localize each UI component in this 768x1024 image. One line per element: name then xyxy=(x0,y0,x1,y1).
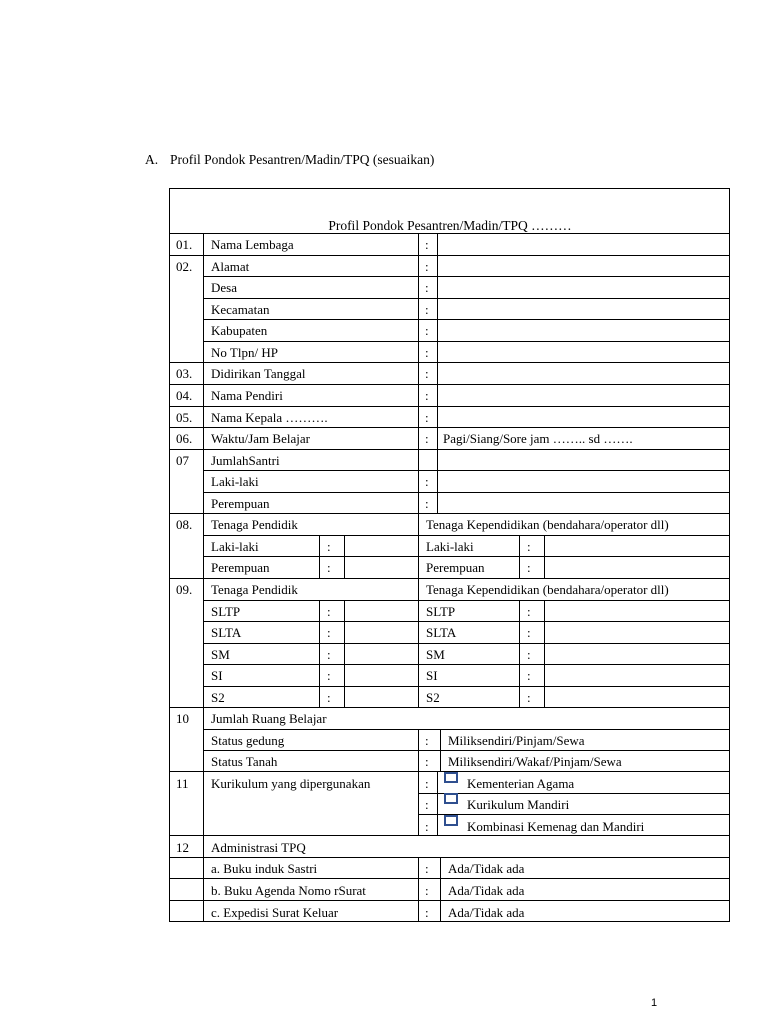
field-label-pendiri: Nama Pendiri xyxy=(211,388,283,403)
section-title: Profil Pondok Pesantren/Madin/TPQ (sesuaikan) xyxy=(170,152,435,167)
colon: : xyxy=(425,733,429,748)
field-label-administrasi: Administrasi TPQ xyxy=(211,840,306,855)
level-label-left: SM xyxy=(211,647,230,662)
field-label-status-tanah: Status Tanah xyxy=(211,754,278,769)
field-label-alamat: Alamat xyxy=(211,259,250,274)
field-label-kepala: Nama Kepala ………. xyxy=(211,410,328,425)
level-label-right: SLTA xyxy=(426,625,457,640)
colon: : xyxy=(327,539,331,554)
group-head-kependidikan: Tenaga Kependidikan (bendahara/operator dll) xyxy=(426,517,669,532)
field-label-santri-female: Perempuan xyxy=(211,496,270,511)
colon: : xyxy=(527,539,531,554)
field-label-status-gedung: Status gedung xyxy=(211,733,285,748)
colon: : xyxy=(425,496,429,511)
checkbox-kemenag[interactable] xyxy=(444,772,458,783)
colon: : xyxy=(327,560,331,575)
field-label-jumlah-santri: JumlahSantri xyxy=(211,453,280,468)
row-number: 12 xyxy=(176,840,189,855)
admin-item-value: Ada/Tidak ada xyxy=(448,861,525,876)
colon: : xyxy=(527,668,531,683)
row-number: 06. xyxy=(176,431,193,446)
colon: : xyxy=(425,237,429,252)
admin-item-label: c. Expedisi Surat Keluar xyxy=(211,905,339,920)
field-label-kecamatan: Kecamatan xyxy=(211,302,270,317)
row-number: 05. xyxy=(176,410,193,425)
field-label-nama-lembaga: Nama Lembaga xyxy=(211,237,294,252)
colon: : xyxy=(425,819,429,834)
colon: : xyxy=(425,388,429,403)
admin-item-label: b. Buku Agenda Nomo rSurat xyxy=(211,883,366,898)
colon: : xyxy=(527,560,531,575)
row-number: 10 xyxy=(176,711,189,726)
colon: : xyxy=(425,474,429,489)
colon: : xyxy=(425,280,429,295)
level-label-right: SM xyxy=(426,647,445,662)
field-label-kependidikan-male: Laki-laki xyxy=(426,539,474,554)
colon: : xyxy=(425,431,429,446)
option-label-kemenag: Kementerian Agama xyxy=(467,776,575,791)
group-head-pendidik: Tenaga Pendidik xyxy=(211,517,298,532)
colon: : xyxy=(425,905,429,920)
row-number: 04. xyxy=(176,388,193,403)
colon: : xyxy=(327,604,331,619)
field-value-status-gedung: Miliksendiri/Pinjam/Sewa xyxy=(448,733,585,748)
row-number: 07 xyxy=(176,453,189,468)
colon: : xyxy=(425,861,429,876)
admin-item-value: Ada/Tidak ada xyxy=(448,905,525,920)
field-value-waktu: Pagi/Siang/Sore jam …….. sd ……. xyxy=(443,431,633,446)
colon: : xyxy=(425,797,429,812)
admin-item-value: Ada/Tidak ada xyxy=(448,883,525,898)
colon: : xyxy=(425,883,429,898)
colon: : xyxy=(425,754,429,769)
option-label-kombinasi: Kombinasi Kemenag dan Mandiri xyxy=(467,819,645,834)
field-label-desa: Desa xyxy=(211,280,237,295)
colon: : xyxy=(527,625,531,640)
colon: : xyxy=(425,366,429,381)
option-label-mandiri: Kurikulum Mandiri xyxy=(467,797,570,812)
field-label-waktu: Waktu/Jam Belajar xyxy=(211,431,310,446)
field-label-didirikan: Didirikan Tanggal xyxy=(211,366,306,381)
colon: : xyxy=(327,668,331,683)
level-label-left: SI xyxy=(211,668,223,683)
level-label-left: SLTP xyxy=(211,604,241,619)
section-letter: A. xyxy=(145,152,159,167)
colon: : xyxy=(425,302,429,317)
level-label-right: S2 xyxy=(426,690,440,705)
checkbox-mandiri[interactable] xyxy=(444,793,458,804)
colon: : xyxy=(425,345,429,360)
colon: : xyxy=(425,410,429,425)
page-number: 1 xyxy=(651,997,658,1009)
colon: : xyxy=(425,776,429,791)
group-head-pendidik: Tenaga Pendidik xyxy=(211,582,298,597)
colon: : xyxy=(327,625,331,640)
checkbox-kombinasi[interactable] xyxy=(444,815,458,826)
table-title: Profil Pondok Pesantren/Madin/TPQ ……… xyxy=(328,218,572,233)
colon: : xyxy=(327,647,331,662)
colon: : xyxy=(527,647,531,662)
field-label-pendidik-female: Perempuan xyxy=(211,560,270,575)
field-label-kurikulum: Kurikulum yang dipergunakan xyxy=(211,776,371,791)
row-number: 11 xyxy=(176,776,189,791)
level-label-right: SLTP xyxy=(426,604,456,619)
colon: : xyxy=(327,690,331,705)
admin-item-label: a. Buku induk Sastri xyxy=(211,861,318,876)
row-number: 08. xyxy=(176,517,193,532)
colon: : xyxy=(527,690,531,705)
colon: : xyxy=(425,259,429,274)
field-label-telp: No Tlpn/ HP xyxy=(211,345,278,360)
row-number: 02. xyxy=(176,259,193,274)
group-head-kependidikan: Tenaga Kependidikan (bendahara/operator dll) xyxy=(426,582,669,597)
row-number: 09. xyxy=(176,582,193,597)
row-number: 01. xyxy=(176,237,193,252)
level-label-left: SLTA xyxy=(211,625,242,640)
row-number: 03. xyxy=(176,366,193,381)
colon: : xyxy=(527,604,531,619)
colon: : xyxy=(425,323,429,338)
field-label-kabupaten: Kabupaten xyxy=(211,323,268,338)
field-label-ruang-belajar: Jumlah Ruang Belajar xyxy=(211,711,327,726)
field-label-santri-male: Laki-laki xyxy=(211,474,259,489)
level-label-right: SI xyxy=(426,668,438,683)
level-label-left: S2 xyxy=(211,690,225,705)
field-label-pendidik-male: Laki-laki xyxy=(211,539,259,554)
field-label-kependidikan-female: Perempuan xyxy=(426,560,485,575)
field-value-status-tanah: Miliksendiri/Wakaf/Pinjam/Sewa xyxy=(448,754,622,769)
